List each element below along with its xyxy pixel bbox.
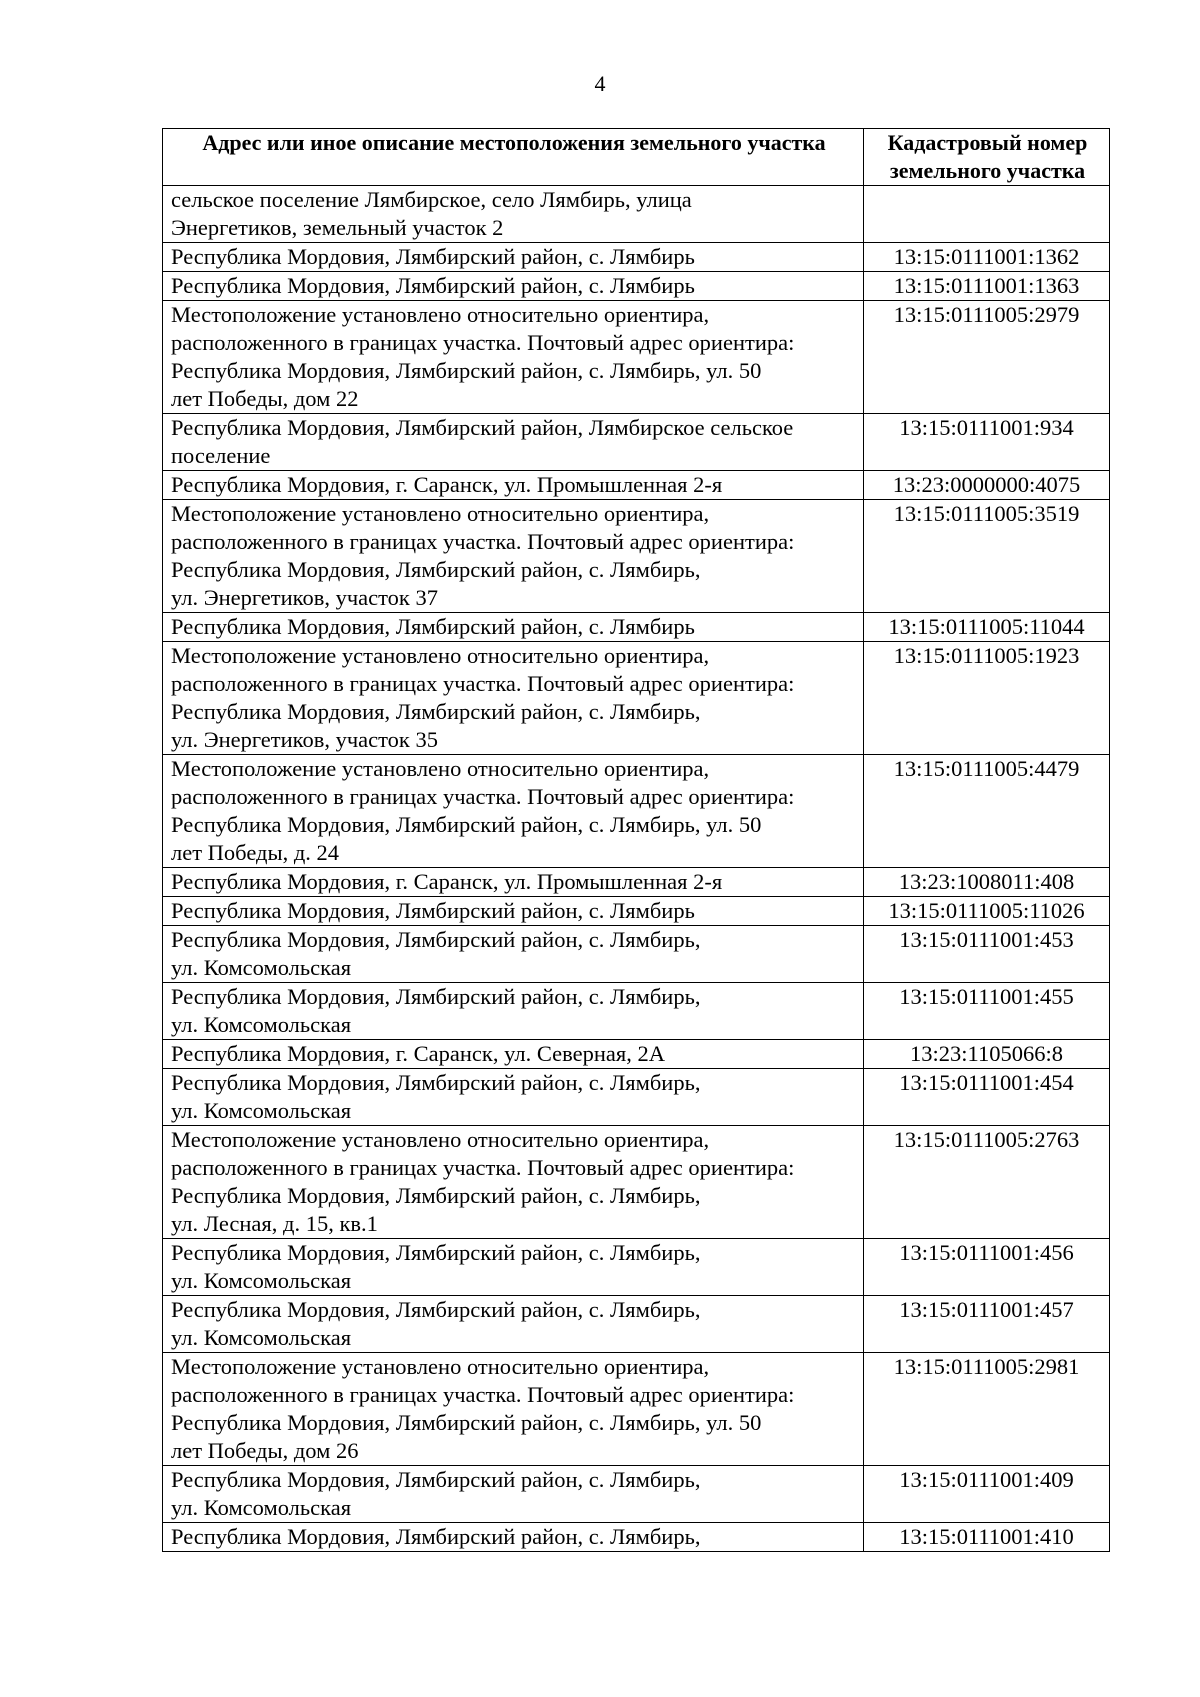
address-line: ул. Лесная, д. 15, кв.1 (171, 1211, 378, 1236)
address-cell (163, 301, 864, 414)
address-line: Республика Мордовия, г. Саранск, ул. Промышленная 2-я (171, 869, 723, 894)
cadastral-number-cell: 13:15:0111001:455 (864, 983, 1110, 1040)
table-row (163, 755, 1110, 868)
cadastral-number-cell: 13:15:0111005:4479 (864, 755, 1110, 868)
cadastral-number-cell: 13:15:0111005:11026 (864, 897, 1110, 926)
address-line: Республика Мордовия, Лямбирский район, с. Лямбирь, (171, 1524, 701, 1549)
address-cell (163, 1069, 864, 1126)
header-address: Адрес или иное описание местоположения земельного участка (163, 129, 864, 186)
address-line: Республика Мордовия, Лямбирский район, с. Лямбирь, ул. 50 (171, 358, 762, 383)
address-line: расположенного в границах участка. Почтовый адрес ориентира: (171, 784, 795, 809)
address-cell (163, 243, 864, 272)
cadastral-number-cell: 13:15:0111005:2981 (864, 1353, 1110, 1466)
table-row (163, 868, 1110, 897)
address-cell (163, 414, 864, 471)
table-row (163, 414, 1110, 471)
table-row (163, 1296, 1110, 1353)
address-line: Республика Мордовия, Лямбирский район, с. Лямбирь (171, 273, 695, 298)
table-row (163, 471, 1110, 500)
address-cell (163, 186, 864, 243)
table-row (163, 243, 1110, 272)
address-cell (163, 868, 864, 897)
address-line: Республика Мордовия, Лямбирский район, с. Лямбирь, (171, 1183, 701, 1208)
cadastral-number-cell: 13:15:0111005:3519 (864, 500, 1110, 613)
table-row (163, 500, 1110, 613)
address-line: Республика Мордовия, Лямбирский район, с. Лямбирь, (171, 927, 701, 952)
address-cell (163, 897, 864, 926)
table-row (163, 1126, 1110, 1239)
address-cell (163, 1239, 864, 1296)
table-body (163, 186, 1110, 1552)
address-line: Республика Мордовия, Лямбирский район, с. Лямбирь (171, 614, 695, 639)
address-cell (163, 613, 864, 642)
cadastral-number-cell: 13:15:0111005:1923 (864, 642, 1110, 755)
cadastral-number-cell: 13:23:1105066:8 (864, 1040, 1110, 1069)
address-cell (163, 1296, 864, 1353)
header-cadastral-number: Кадастровый номер земельного участка (864, 129, 1110, 186)
table-row (163, 1353, 1110, 1466)
cadastral-number-cell: 13:15:0111005:2763 (864, 1126, 1110, 1239)
address-cell (163, 1353, 864, 1466)
address-line: расположенного в границах участка. Почтовый адрес ориентира: (171, 1155, 795, 1180)
cadastral-number-cell (864, 186, 1110, 243)
address-line: ул. Комсомольская (171, 1495, 352, 1520)
table-row (163, 926, 1110, 983)
address-line: ул. Комсомольская (171, 1325, 352, 1350)
address-line: поселение (171, 443, 271, 468)
table-row (163, 1466, 1110, 1523)
address-line: ул. Энергетиков, участок 35 (171, 727, 438, 752)
table-row (163, 613, 1110, 642)
cadastral-number-cell: 13:15:0111001:456 (864, 1239, 1110, 1296)
address-cell (163, 500, 864, 613)
address-line: Республика Мордовия, Лямбирский район, с. Лямбирь, (171, 1467, 701, 1492)
address-line: Республика Мордовия, Лямбирский район, с. Лямбирь, (171, 984, 701, 1009)
cadastral-number-cell: 13:15:0111001:934 (864, 414, 1110, 471)
address-line: Местоположение установлено относительно ориентира, (171, 643, 710, 668)
address-cell (163, 1040, 864, 1069)
address-line: Республика Мордовия, Лямбирский район, с. Лямбирь, ул. 50 (171, 1410, 762, 1435)
address-cell (163, 983, 864, 1040)
table-row (163, 272, 1110, 301)
table-row (163, 1239, 1110, 1296)
table-row (163, 642, 1110, 755)
table-row (163, 1069, 1110, 1126)
address-cell (163, 471, 864, 500)
address-line: Республика Мордовия, Лямбирский район, с. Лямбирь (171, 244, 695, 269)
address-line: Республика Мордовия, Лямбирский район, с. Лямбирь, (171, 557, 701, 582)
table-row (163, 1040, 1110, 1069)
address-cell (163, 1466, 864, 1523)
address-cell (163, 1126, 864, 1239)
cadastral-number-cell: 13:15:0111001:1363 (864, 272, 1110, 301)
address-line: Местоположение установлено относительно ориентира, (171, 302, 710, 327)
address-line: ул. Комсомольская (171, 955, 352, 980)
cadastral-number-cell: 13:23:0000000:4075 (864, 471, 1110, 500)
cadastral-number-cell: 13:15:0111005:11044 (864, 613, 1110, 642)
table-row (163, 1523, 1110, 1552)
address-line: лет Победы, дом 22 (171, 386, 359, 411)
cadastral-table (162, 128, 1110, 1552)
address-line: Республика Мордовия, Лямбирский район, с. Лямбирь, (171, 1240, 701, 1265)
cadastral-number-cell: 13:23:1008011:408 (864, 868, 1110, 897)
address-line: расположенного в границах участка. Почтовый адрес ориентира: (171, 671, 795, 696)
address-line: ул. Комсомольская (171, 1098, 352, 1123)
address-line: Республика Мордовия, г. Саранск, ул. Промышленная 2-я (171, 472, 723, 497)
cadastral-number-cell: 13:15:0111001:409 (864, 1466, 1110, 1523)
cadastral-number-cell: 13:15:0111001:410 (864, 1523, 1110, 1552)
address-line: расположенного в границах участка. Почтовый адрес ориентира: (171, 1382, 795, 1407)
table-row (163, 301, 1110, 414)
address-line: Местоположение установлено относительно ориентира, (171, 501, 710, 526)
address-line: лет Победы, д. 24 (171, 840, 340, 865)
table-header-row (163, 129, 1110, 186)
address-line: Республика Мордовия, Лямбирский район, с. Лямбирь, ул. 50 (171, 812, 762, 837)
address-cell (163, 272, 864, 301)
address-line: ул. Комсомольская (171, 1012, 352, 1037)
address-line: Республика Мордовия, Лямбирский район, Лямбирское сельское (171, 415, 794, 440)
cadastral-number-cell: 13:15:0111001:1362 (864, 243, 1110, 272)
address-line: ул. Энергетиков, участок 37 (171, 585, 438, 610)
address-cell (163, 642, 864, 755)
address-line: расположенного в границах участка. Почтовый адрес ориентира: (171, 529, 795, 554)
address-cell (163, 755, 864, 868)
address-line: лет Победы, дом 26 (171, 1438, 359, 1463)
address-line: сельское поселение Лямбирское, село Лямбирь, улица (171, 187, 692, 212)
address-cell (163, 1523, 864, 1552)
table-row (163, 897, 1110, 926)
address-line: ул. Комсомольская (171, 1268, 352, 1293)
cadastral-number-cell: 13:15:0111001:453 (864, 926, 1110, 983)
address-line: Республика Мордовия, г. Саранск, ул. Северная, 2А (171, 1041, 665, 1066)
address-line: Местоположение установлено относительно ориентира, (171, 756, 710, 781)
address-line: Республика Мордовия, Лямбирский район, с. Лямбирь, (171, 1297, 701, 1322)
cadastral-number-cell: 13:15:0111001:457 (864, 1296, 1110, 1353)
address-cell (163, 926, 864, 983)
address-line: Республика Мордовия, Лямбирский район, с. Лямбирь, (171, 699, 701, 724)
address-line: Местоположение установлено относительно ориентира, (171, 1354, 710, 1379)
address-line: Местоположение установлено относительно ориентира, (171, 1127, 710, 1152)
address-line: Энергетиков, земельный участок 2 (171, 215, 504, 240)
address-line: Республика Мордовия, Лямбирский район, с. Лямбирь (171, 898, 695, 923)
cadastral-number-cell: 13:15:0111001:454 (864, 1069, 1110, 1126)
cadastral-number-cell: 13:15:0111005:2979 (864, 301, 1110, 414)
page-number: 4 (594, 71, 606, 96)
address-line: Республика Мордовия, Лямбирский район, с. Лямбирь, (171, 1070, 701, 1095)
address-line: расположенного в границах участка. Почтовый адрес ориентира: (171, 330, 795, 355)
table-row (163, 983, 1110, 1040)
table-row (163, 186, 1110, 243)
